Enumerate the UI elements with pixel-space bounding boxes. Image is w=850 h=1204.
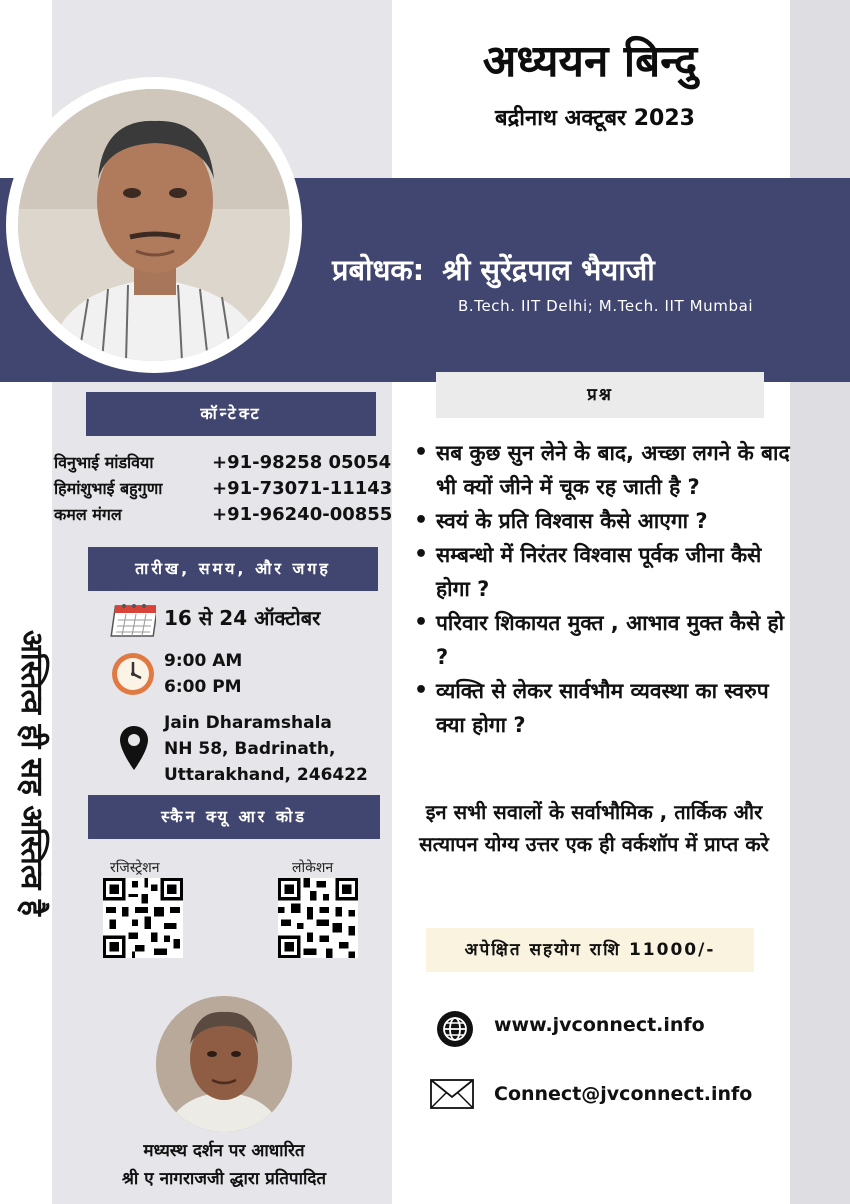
venue-line: Jain Dharamshala: [164, 713, 332, 733]
contact-list: [54, 450, 394, 528]
presenter-qualifications: B.Tech. IIT Delhi; M.Tech. IIT Mumbai: [458, 297, 754, 315]
question-item: • व्यक्ति से लेकर सार्वभौम व्यवस्था का स्वरुप क्या होगा ?: [410, 674, 794, 742]
time-start: 9:00 AM: [164, 651, 243, 671]
page-title: अध्ययन बिन्दु: [482, 36, 698, 87]
footer-line-2: श्री ए नागराजजी द्धारा प्रतिपादित: [121, 1169, 327, 1189]
registration-qr-code[interactable]: [103, 878, 183, 958]
contact-name: हिमांशुभाई बहुगुणा: [54, 479, 163, 498]
presenter-label: प्रबोधक:: [332, 253, 425, 287]
footer-line-1: मध्यस्थ दर्शन पर आधारित: [143, 1141, 305, 1161]
mail-icon: [430, 1079, 474, 1109]
presenter-photo: [18, 89, 290, 361]
presenter-line: [332, 250, 655, 289]
contact-row: [54, 502, 394, 528]
qr-heading: स्कैन क्यू आर कोड: [88, 795, 380, 839]
website-link[interactable]: www.jvconnect.info: [494, 1014, 705, 1036]
event-date: 16 से 24 ऑक्टोबर: [164, 606, 321, 630]
founder-photo-illustration: [156, 996, 292, 1132]
calendar-icon: [110, 602, 156, 638]
venue-line: NH 58, Badrinath,: [164, 739, 336, 759]
page-subtitle: बद्रीनाथ अक्टूबर 2023: [495, 106, 695, 131]
clock-icon: [110, 651, 156, 697]
presenter-name: श्री सुरेंद्रपाल भैयाजी: [442, 253, 655, 287]
question-item: • सब कुछ सुन लेने के बाद, अच्छा लगने के बाद भी क्यों जीने में चूक रह जाती है ?: [410, 436, 794, 504]
qr-code-icon: [278, 878, 358, 958]
time-end: 6:00 PM: [164, 677, 242, 697]
questions-summary: इन सभी सवालों के सर्वाभौमिक , तार्किक और सत्यापन योग्य उत्तर एक ही वर्कशॉप में प्राप्त करे: [419, 800, 769, 856]
qr-code-icon: [103, 878, 183, 958]
venue-address: [164, 710, 368, 788]
presenter-photo-illustration: [18, 89, 290, 361]
contact-name: कमल मंगल: [54, 505, 122, 524]
contact-phone[interactable]: +91-73071-11143: [212, 478, 393, 499]
event-time: [164, 648, 242, 700]
registration-qr-label: रजिस्ट्रेशन: [110, 860, 160, 876]
contact-phone[interactable]: +91-98258 05054: [212, 452, 392, 473]
contact-row: [54, 450, 394, 476]
question-item: • सम्बन्धो में निरंतर विश्वास पूर्वक जीना कैसे होगा ?: [410, 538, 794, 606]
contact-name: विनुभाई मांडविया: [54, 453, 154, 472]
contact-heading: कॉन्टेक्ट: [86, 392, 376, 436]
presenter-portrait-frame: [6, 77, 302, 373]
location-qr-code[interactable]: [278, 878, 358, 958]
location-qr-label: लोकेशन: [292, 860, 334, 876]
question-item: • परिवार शिकायत मुक्त , आभाव मुक्त कैसे हो ?: [410, 606, 794, 674]
founder-photo: [156, 996, 292, 1132]
question-item: • स्वयं के प्रति विश्वास कैसे आएगा ?: [410, 504, 794, 538]
schedule-heading: तारीख, समय, और जगह: [88, 547, 378, 591]
location-pin-icon: [119, 724, 149, 772]
questions-list: [410, 436, 794, 742]
email-link[interactable]: Connect@jvconnect.info: [494, 1083, 753, 1105]
vertical-motto: अस्तित्व ही सह अस्तित्व है: [14, 630, 49, 916]
contact-phone[interactable]: +91-96240-00855: [212, 504, 393, 525]
venue-line: Uttarakhand, 246422: [164, 765, 368, 785]
contribution-fee: अपेक्षित सहयोग राशि 11000/-: [426, 928, 754, 972]
contact-row: [54, 476, 394, 502]
globe-icon: [436, 1010, 474, 1048]
questions-heading: प्रश्न: [436, 372, 764, 418]
